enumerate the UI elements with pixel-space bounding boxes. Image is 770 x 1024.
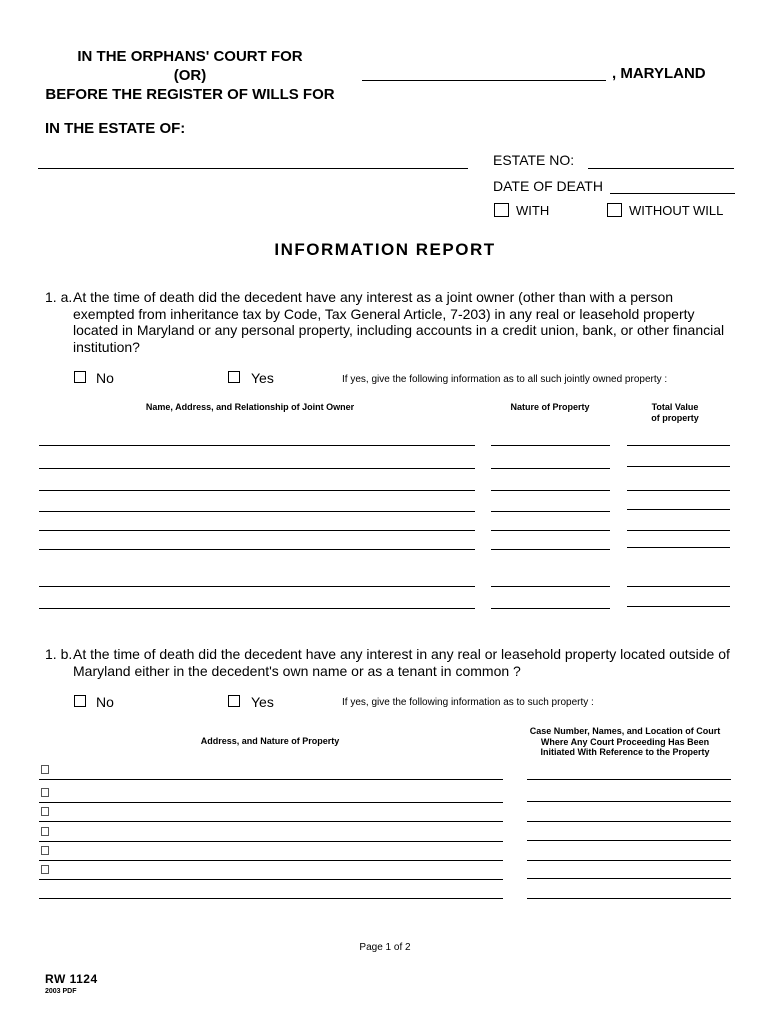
section-a-col-nature: Nature of Property: [510, 402, 590, 412]
section-b-yes-label: Yes: [251, 694, 274, 710]
section-a-line-2: exempted from inheritance tax by Code, Tax General Article, 7-203) in any real or leasehold property: [73, 305, 695, 322]
section-b-col-court: [520, 726, 730, 758]
joint-owner-field[interactable]: [39, 429, 475, 446]
nature-of-property-field[interactable]: [491, 570, 610, 587]
total-value-field[interactable]: [627, 590, 730, 607]
section-b-col-court-line-3: Initiated With Reference to the Property: [540, 747, 710, 757]
estate-no-label: ESTATE NO:: [493, 152, 575, 168]
court-proceeding-field[interactable]: [527, 844, 731, 861]
section-b-line-1: At the time of death did the decedent have any interest in any real or leasehold property located outside of: [73, 646, 730, 662]
nature-of-property-field[interactable]: [491, 514, 610, 531]
nature-of-property-field[interactable]: [491, 533, 610, 550]
total-value-field[interactable]: [627, 450, 730, 467]
without-will-label: WITHOUT WILL: [629, 203, 724, 218]
section-a-no-label: No: [96, 370, 114, 386]
section-a-instruction: If yes, give the following information as to all such jointly owned property :: [342, 374, 668, 385]
section-b-col-court-line-2: Where Any Court Proceeding Has Been: [540, 736, 710, 747]
court-proceeding-field[interactable]: [527, 862, 731, 879]
court-proceeding-field[interactable]: [527, 785, 731, 802]
form-id: RW 1124: [45, 972, 98, 986]
section-a-question: [73, 289, 753, 355]
property-address-field[interactable]: [39, 763, 503, 780]
property-address-field[interactable]: [39, 844, 503, 861]
joint-owner-field[interactable]: [39, 533, 475, 550]
section-a-col-joint-owner: Name, Address, and Relationship of Joint Owner: [145, 402, 355, 412]
section-a-col-value-line-1: Total Value: [651, 402, 699, 412]
joint-owner-field[interactable]: [39, 452, 475, 469]
section-a-yes-checkbox[interactable]: [228, 371, 240, 383]
court-proceeding-field[interactable]: [527, 882, 731, 899]
nature-of-property-field[interactable]: [491, 474, 610, 491]
total-value-field[interactable]: [627, 514, 730, 531]
section-b-line-2: Maryland either in the decedent's own name or as a tenant in common ?: [73, 662, 521, 679]
total-value-field[interactable]: [627, 493, 730, 510]
property-address-field[interactable]: [39, 786, 503, 803]
total-value-field[interactable]: [627, 570, 730, 587]
property-address-field[interactable]: [39, 825, 503, 842]
section-a-yes-label: Yes: [251, 370, 274, 386]
section-b-col-address: Address, and Nature of Property: [200, 736, 340, 746]
court-heading: [40, 47, 340, 104]
state-suffix: , MARYLAND: [612, 65, 706, 82]
section-b-col-court-line-1: Case Number, Names, and Location of Court: [529, 726, 721, 736]
court-proceeding-field[interactable]: [527, 824, 731, 841]
joint-owner-field[interactable]: [39, 495, 475, 512]
form-year: 2003 PDF: [45, 988, 77, 995]
section-b-question: [73, 646, 753, 679]
court-proceeding-field[interactable]: [527, 805, 731, 822]
section-a-col-value-line-2: of property: [651, 413, 699, 423]
joint-owner-field[interactable]: [39, 570, 475, 587]
section-a-line-1: At the time of death did the decedent have any interest as a joint owner (other than with a person: [73, 289, 674, 305]
property-address-field[interactable]: [39, 863, 503, 880]
date-of-death-field[interactable]: [610, 177, 735, 194]
nature-of-property-field[interactable]: [491, 592, 610, 609]
section-b-instruction: If yes, give the following information as to such property :: [342, 697, 594, 708]
county-field[interactable]: [362, 64, 606, 81]
joint-owner-field[interactable]: [39, 474, 475, 491]
estate-no-field[interactable]: [588, 152, 734, 169]
section-a-col-value: [620, 402, 730, 424]
decedent-name-field[interactable]: [38, 152, 468, 169]
section-a-line-4: institution?: [73, 338, 140, 355]
total-value-field[interactable]: [627, 531, 730, 548]
page-title: INFORMATION REPORT: [274, 240, 496, 259]
section-a-number: 1. a.: [45, 289, 73, 305]
court-line-2: (OR): [173, 67, 207, 84]
property-address-field[interactable]: [39, 805, 503, 822]
section-b-no-label: No: [96, 694, 114, 710]
court-line-3: BEFORE THE REGISTER OF WILLS FOR: [45, 86, 335, 103]
nature-of-property-field[interactable]: [491, 495, 610, 512]
page-number: Page 1 of 2: [359, 942, 411, 953]
total-value-field[interactable]: [627, 474, 730, 491]
date-of-death-label: DATE OF DEATH: [493, 178, 603, 194]
court-proceeding-field[interactable]: [527, 763, 731, 780]
nature-of-property-field[interactable]: [491, 429, 610, 446]
court-line-1: IN THE ORPHANS' COURT FOR: [77, 48, 303, 65]
with-will-checkbox[interactable]: [494, 203, 509, 217]
section-a-no-checkbox[interactable]: [74, 371, 86, 383]
without-will-checkbox[interactable]: [607, 203, 622, 217]
estate-of-label: IN THE ESTATE OF:: [45, 120, 186, 137]
nature-of-property-field[interactable]: [491, 452, 610, 469]
section-b-no-checkbox[interactable]: [74, 695, 86, 707]
total-value-field[interactable]: [627, 429, 730, 446]
property-address-field[interactable]: [39, 882, 503, 899]
with-will-label: WITH: [516, 203, 550, 218]
section-b-yes-checkbox[interactable]: [228, 695, 240, 707]
joint-owner-field[interactable]: [39, 592, 475, 609]
joint-owner-field[interactable]: [39, 514, 475, 531]
section-a-line-3: located in Maryland or any personal property, including accounts in a credit union, bank, or other financial: [73, 322, 725, 338]
section-b-number: 1. b.: [45, 646, 73, 662]
